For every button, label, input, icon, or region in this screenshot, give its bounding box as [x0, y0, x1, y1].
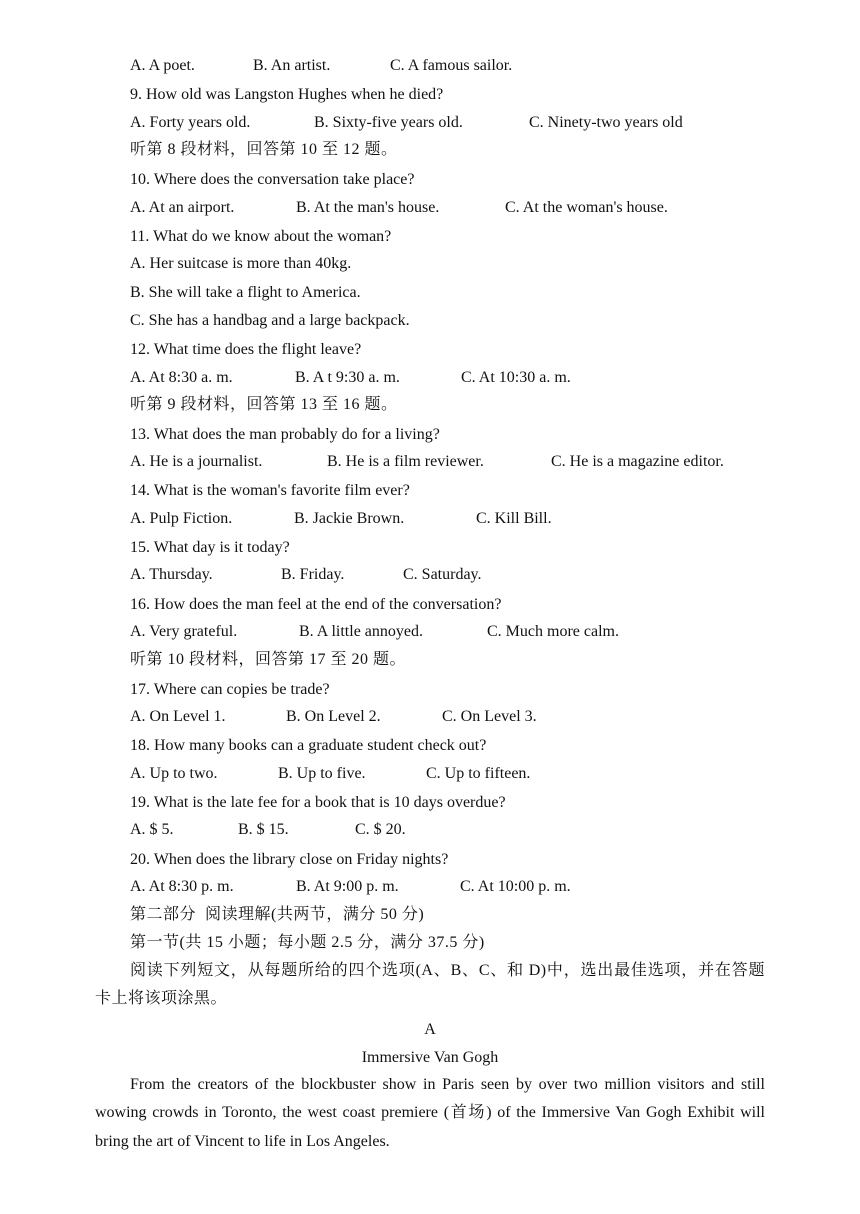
- q16-option-b: B. A little annoyed.: [299, 623, 423, 640]
- q13-option-a: A. He is a journalist.: [130, 453, 263, 470]
- section-10-heading: 听第 10 段材料，回答第 17 至 20 题。: [130, 651, 407, 668]
- q12-option-a: A. At 8:30 a. m.: [130, 369, 233, 386]
- q19-option-c: C. $ 20.: [355, 821, 406, 838]
- q10-option-c: C. At the woman's house.: [505, 199, 668, 216]
- q19-stem: 19. What is the late fee for a book that is 10 days overdue?: [130, 794, 506, 811]
- q17-stem: 17. Where can copies be trade?: [130, 681, 330, 698]
- q14-option-c: C. Kill Bill.: [476, 510, 552, 527]
- section-9-heading: 听第 9 段材料，回答第 13 至 16 题。: [130, 396, 398, 413]
- instructions: 阅读下列短文，从每题所给的四个选项(A、B、C、和 D)中，选出最佳选项，并在答题卡上将该项涂黑。: [95, 962, 765, 1008]
- q17-option-a: A. On Level 1.: [130, 708, 226, 725]
- q10-option-a: A. At an airport.: [130, 199, 235, 216]
- q20-stem: 20. When does the library close on Friday nights?: [130, 851, 449, 868]
- q20-option-a: A. At 8:30 p. m.: [130, 878, 234, 895]
- q12-stem: 12. What time does the flight leave?: [130, 341, 362, 358]
- q11-stem: 11. What do we know about the woman?: [130, 228, 392, 245]
- q18-option-c: C. Up to fifteen.: [426, 765, 531, 782]
- q8-option-b: B. An artist.: [253, 57, 331, 74]
- passage-letter: A: [424, 1021, 436, 1038]
- q9-option-c: C. Ninety-two years old: [529, 114, 683, 131]
- q14-option-b: B. Jackie Brown.: [294, 510, 405, 527]
- q10-option-b: B. At the man's house.: [296, 199, 440, 216]
- q18-option-a: A. Up to two.: [130, 765, 218, 782]
- q14-option-a: A. Pulp Fiction.: [130, 510, 233, 527]
- q15-stem: 15. What day is it today?: [130, 539, 290, 556]
- q16-option-c: C. Much more calm.: [487, 623, 619, 640]
- q8-option-c: C. A famous sailor.: [390, 57, 513, 74]
- q11-option-b: B. She will take a flight to America.: [130, 284, 361, 301]
- q14-stem: 14. What is the woman's favorite film ever?: [130, 482, 410, 499]
- q20-option-c: C. At 10:00 p. m.: [460, 878, 571, 895]
- q17-option-b: B. On Level 2.: [286, 708, 381, 725]
- q13-option-c: C. He is a magazine editor.: [551, 453, 724, 470]
- q10-stem: 10. Where does the conversation take place?: [130, 171, 415, 188]
- q9-option-a: A. Forty years old.: [130, 114, 251, 131]
- q9-stem: 9. How old was Langston Hughes when he died?: [130, 86, 444, 103]
- part-2-heading: 第二部分 阅读理解(共两节，满分 50 分): [130, 906, 425, 923]
- q12-option-c: C. At 10:30 a. m.: [461, 369, 571, 386]
- q19-option-b: B. $ 15.: [238, 821, 289, 838]
- q13-option-b: B. He is a film reviewer.: [327, 453, 484, 470]
- passage-paragraph: From the creators of the blockbuster show in Paris seen by over two million visitors and still wowing crowds in Toronto, the west coast premiere (首场) of the Immersive Van Gogh Exhibit will bring the art of Vincent to life in Los Angeles.: [95, 1076, 765, 1150]
- q15-option-a: A. Thursday.: [130, 566, 213, 583]
- q15-option-b: B. Friday.: [281, 566, 345, 583]
- q20-option-b: B. At 9:00 p. m.: [296, 878, 399, 895]
- q8-option-a: A. A poet.: [130, 57, 195, 74]
- q13-stem: 13. What does the man probably do for a living?: [130, 426, 440, 443]
- q9-option-b: B. Sixty-five years old.: [314, 114, 463, 131]
- q18-option-b: B. Up to five.: [278, 765, 366, 782]
- q18-stem: 18. How many books can a graduate student check out?: [130, 737, 487, 754]
- passage-title: Immersive Van Gogh: [361, 1049, 499, 1066]
- section-1-heading: 第一节(共 15 小题；每小题 2.5 分，满分 37.5 分): [130, 934, 485, 951]
- section-8-heading: 听第 8 段材料，回答第 10 至 12 题。: [130, 141, 398, 158]
- q12-option-b: B. A t 9:30 a. m.: [295, 369, 400, 386]
- q15-option-c: C. Saturday.: [403, 566, 482, 583]
- q11-option-c: C. She has a handbag and a large backpack.: [130, 312, 410, 329]
- q17-option-c: C. On Level 3.: [442, 708, 537, 725]
- q11-option-a: A. Her suitcase is more than 40kg.: [130, 255, 352, 272]
- q16-stem: 16. How does the man feel at the end of the conversation?: [130, 596, 502, 613]
- q16-option-a: A. Very grateful.: [130, 623, 238, 640]
- q19-option-a: A. $ 5.: [130, 821, 174, 838]
